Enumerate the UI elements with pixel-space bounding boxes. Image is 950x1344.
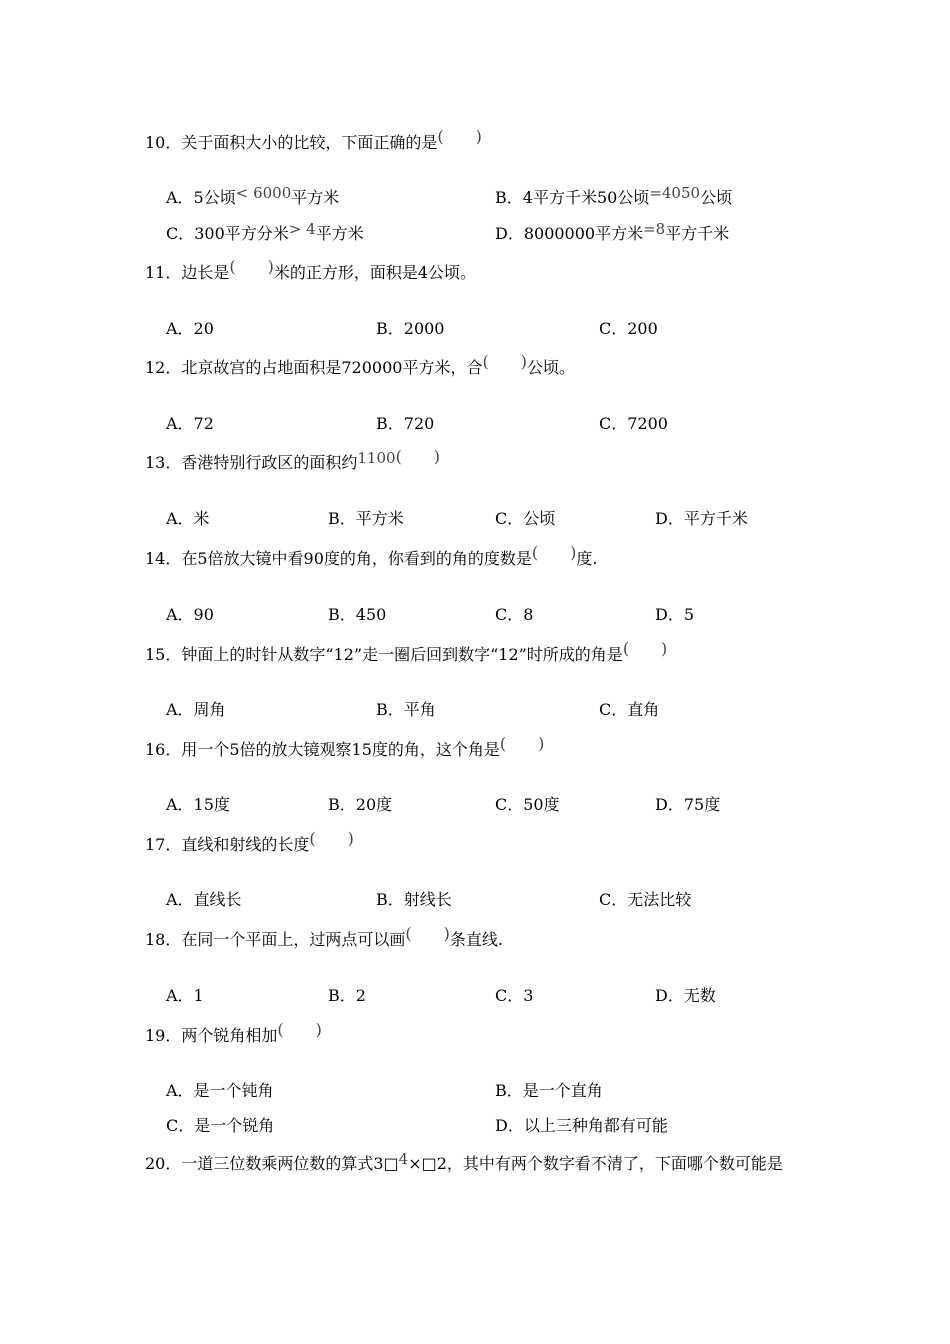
- option-c: C．直角: [599, 700, 660, 719]
- option-d: D．无数: [655, 986, 716, 1005]
- option-d: D．8000000平方米=8平方千米: [495, 220, 730, 243]
- option-c: C．无法比较: [599, 890, 692, 909]
- answer-blank: ( ): [437, 127, 482, 146]
- question-15: 15．钟面上的时针从数字“12”走一圈后回到数字“12”时所成的角是( ): [145, 639, 668, 664]
- option-b: B．是一个直角: [495, 1081, 603, 1100]
- option-b: B．20度: [328, 795, 393, 814]
- option-a: A．72: [166, 414, 214, 433]
- option-a: A．5公顷< 6000平方米: [166, 184, 340, 207]
- question-12: 12．北京故宫的占地面积是720000平方米，合( )公顷。: [145, 352, 575, 377]
- answer-blank: ( ): [622, 639, 668, 658]
- option-b: B．720: [376, 414, 435, 433]
- answer-blank: ( ): [531, 543, 577, 562]
- option-b: B．平角: [376, 700, 436, 719]
- option-a: A．直线长: [166, 890, 242, 909]
- option-d: D．平方千米: [655, 509, 748, 528]
- question-18: 18．在同一个平面上，过两点可以画( )条直线.: [145, 924, 503, 949]
- option-a: A．周角: [166, 700, 226, 719]
- option-d: D．以上三种角都有可能: [495, 1116, 668, 1135]
- option-c: C．7200: [599, 414, 668, 433]
- option-d: D．5: [655, 605, 695, 624]
- answer-blank: ( ): [499, 734, 545, 753]
- option-c: C．50度: [495, 795, 560, 814]
- option-c: C．公顷: [495, 509, 556, 528]
- option-c: C．3: [495, 986, 534, 1005]
- option-a: A．90: [166, 605, 214, 624]
- option-d: D．75度: [655, 795, 721, 814]
- answer-blank: ( ): [405, 924, 450, 943]
- option-c: C．8: [495, 605, 534, 624]
- question-11: 11．边长是( )米的正方形，面积是4公顷。: [145, 257, 477, 282]
- option-c: C．是一个锐角: [166, 1116, 275, 1135]
- question-14: 14．在5倍放大镜中看90度的角，你看到的角的度数是( )度.: [145, 543, 598, 568]
- option-a: A．15度: [166, 795, 230, 814]
- question-16: 16．用一个5倍的放大镜观察15度的角，这个角是( ): [145, 734, 545, 759]
- option-a: A．是一个钝角: [166, 1081, 274, 1100]
- question-10-stem: 10．关于面积大小的比较，下面正确的是: [145, 133, 438, 152]
- question-10: [145, 127, 482, 153]
- answer-blank: ( ): [309, 829, 354, 848]
- option-c: C．200: [599, 319, 658, 338]
- question-19: 19．两个锐角相加( ): [145, 1020, 322, 1045]
- option-b: B．平方米: [328, 509, 404, 528]
- option-b: B．450: [328, 605, 387, 624]
- option-a: A．1: [166, 986, 204, 1005]
- question-20: 20．一道三位数乘两位数的算式3□4×□2，其中有两个数字看不清了，下面哪个数可能是: [145, 1150, 783, 1173]
- answer-blank: ( ): [277, 1020, 322, 1039]
- option-c: C．300平方分米> 4平方米: [166, 220, 364, 243]
- option-b: B．射线长: [376, 890, 452, 909]
- option-b: B．2: [328, 986, 366, 1005]
- answer-blank: ( ): [395, 447, 441, 466]
- option-a: A．20: [166, 319, 214, 338]
- question-13: 13．香港特别行政区的面积约1100( ): [145, 447, 441, 472]
- option-b: B．4平方千米50公顷=4050公顷: [495, 184, 733, 207]
- option-a: A．米: [166, 509, 210, 528]
- answer-blank: ( ): [482, 352, 527, 371]
- option-b: B．2000: [376, 319, 445, 338]
- answer-blank: ( ): [229, 257, 274, 276]
- question-17: 17．直线和射线的长度( ): [145, 829, 354, 854]
